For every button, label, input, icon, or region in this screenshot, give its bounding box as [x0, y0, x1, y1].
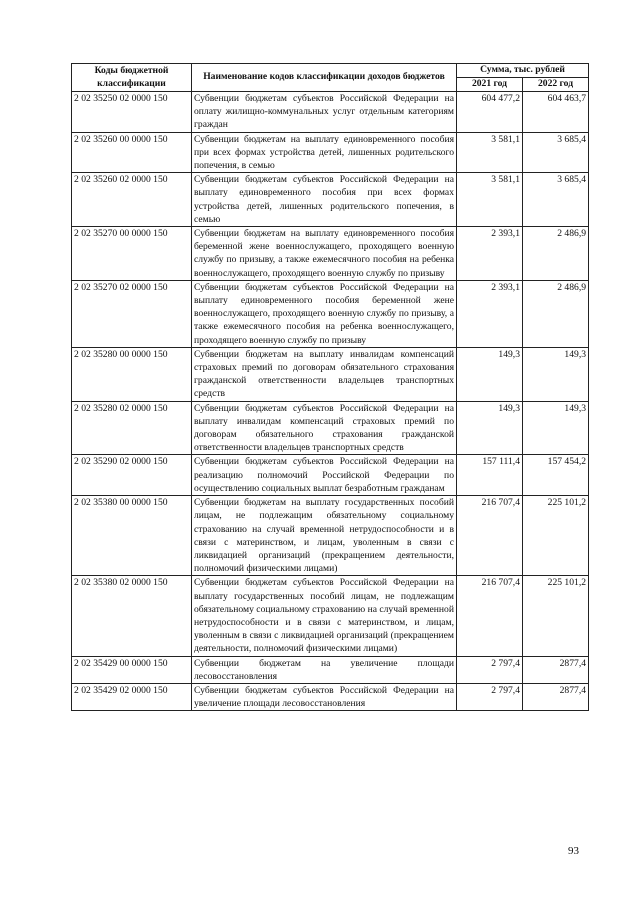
name-cell: Субвенции бюджетам на выплату инвалидам компенсаций страховых премий по договорам обязательного страхования гражданской ответственности владельцев транспортных средств: [192, 347, 457, 401]
page-number: 93: [568, 845, 579, 857]
code-cell: 2 02 35250 02 0000 150: [72, 92, 192, 133]
amount-2022-cell: 2877,4: [523, 683, 589, 710]
table-row: [72, 173, 589, 227]
header-name: Наименование кодов классификации доходов бюджетов: [192, 64, 457, 92]
amount-2022-cell: 3 685,4: [523, 132, 589, 173]
amount-2021-cell: 2 393,1: [457, 227, 523, 281]
name-cell: Субвенции бюджетам субъектов Российской Федерации на увеличение площади лесовосстановления: [192, 683, 457, 710]
name-cell: Субвенции бюджетам субъектов Российской Федерации на реализацию полномочий Российской Федерации по осуществлению социальных выплат безработным гражданам: [192, 455, 457, 496]
amount-2022-cell: 2 486,9: [523, 280, 589, 347]
amount-2021-cell: 2 797,4: [457, 656, 523, 683]
amount-2021-cell: 2 393,1: [457, 280, 523, 347]
code-cell: 2 02 35380 02 0000 150: [72, 576, 192, 656]
amount-2021-cell: 216 707,4: [457, 496, 523, 576]
code-cell: 2 02 35260 02 0000 150: [72, 173, 192, 227]
table-row: [72, 496, 589, 576]
header-year-2021: 2021 год: [457, 78, 523, 92]
amount-2022-cell: 225 101,2: [523, 496, 589, 576]
table-row: [72, 401, 589, 455]
table-row: [72, 92, 589, 133]
amount-2021-cell: 604 477,2: [457, 92, 523, 133]
table-body: [72, 92, 589, 711]
name-cell: Субвенции бюджетам на выплату единовременного пособия при всех формах устройства детей, лишенных родительского попечения, в семью: [192, 132, 457, 173]
code-cell: 2 02 35280 00 0000 150: [72, 347, 192, 401]
table-row: [72, 455, 589, 496]
name-cell: Субвенции бюджетам субъектов Российской Федерации на выплату единовременного пособия беременной жене военнослужащего, проходящего военную службу по призыву, а также ежемесячного пособия на ребенка военнослужащего, проходящего военную службу по призыву: [192, 280, 457, 347]
table-row: [72, 132, 589, 173]
amount-2022-cell: 225 101,2: [523, 576, 589, 656]
amount-2021-cell: 3 581,1: [457, 173, 523, 227]
name-cell: Субвенции бюджетам субъектов Российской Федерации на выплату инвалидам компенсаций страховых премий по договорам обязательного страхования гражданской ответственности владельцев транспортных средств: [192, 401, 457, 455]
name-cell: Субвенции бюджетам на выплату единовременного пособия беременной жене военнослужащего, проходящего военную службу по призыву, а также ежемесячного пособия на ребенка военнослужащего, проходящего военную службу по призыву: [192, 227, 457, 281]
code-cell: 2 02 35290 02 0000 150: [72, 455, 192, 496]
header-codes: Коды бюджетной классификации: [72, 64, 192, 92]
header-sum: Сумма, тыс. рублей: [457, 64, 589, 78]
amount-2022-cell: 3 685,4: [523, 173, 589, 227]
amount-2022-cell: 149,3: [523, 401, 589, 455]
amount-2021-cell: 3 581,1: [457, 132, 523, 173]
table-row: [72, 656, 589, 683]
code-cell: 2 02 35270 00 0000 150: [72, 227, 192, 281]
code-cell: 2 02 35260 00 0000 150: [72, 132, 192, 173]
code-cell: 2 02 35280 02 0000 150: [72, 401, 192, 455]
table-row: [72, 280, 589, 347]
table-row: [72, 227, 589, 281]
budget-table: [71, 63, 589, 711]
amount-2021-cell: 149,3: [457, 401, 523, 455]
name-cell: Субвенции бюджетам субъектов Российской Федерации на оплату жилищно-коммунальных услуг отдельным категориям граждан: [192, 92, 457, 133]
table-header: [72, 64, 589, 92]
amount-2022-cell: 157 454,2: [523, 455, 589, 496]
code-cell: 2 02 35429 00 0000 150: [72, 656, 192, 683]
table-row: [72, 576, 589, 656]
name-cell: Субвенции бюджетам субъектов Российской Федерации на выплату единовременного пособия при всех формах устройства детей, лишенных родительского попечения, в семью: [192, 173, 457, 227]
amount-2021-cell: 157 111,4: [457, 455, 523, 496]
table-row: [72, 347, 589, 401]
name-cell: Субвенции бюджетам на выплату государственных пособий лицам, не подлежащим обязательному социальному страхованию на случай временной нетрудоспособности и в связи с материнством, и лицам, уволенным в связи с ликвидацией организаций (прекращением деятельности, полномочий физическими лицами): [192, 496, 457, 576]
name-cell: Субвенции бюджетам субъектов Российской Федерации на выплату государственных пособий лицам, не подлежащим обязательному социальному страхованию на случай временной нетрудоспособности и в связи с материнством, и лицам, уволенным в связи с ликвидацией организаций (прекращением деятельности, полномочий физическими лицами): [192, 576, 457, 656]
amount-2022-cell: 2 486,9: [523, 227, 589, 281]
header-year-2022: 2022 год: [523, 78, 589, 92]
amount-2021-cell: 216 707,4: [457, 576, 523, 656]
code-cell: 2 02 35270 02 0000 150: [72, 280, 192, 347]
amount-2022-cell: 604 463,7: [523, 92, 589, 133]
amount-2022-cell: 149,3: [523, 347, 589, 401]
code-cell: 2 02 35429 02 0000 150: [72, 683, 192, 710]
amount-2021-cell: 2 797,4: [457, 683, 523, 710]
table-row: [72, 683, 589, 710]
name-cell: Субвенции бюджетам на увеличение площади лесовосстановления: [192, 656, 457, 683]
amount-2021-cell: 149,3: [457, 347, 523, 401]
code-cell: 2 02 35380 00 0000 150: [72, 496, 192, 576]
amount-2022-cell: 2877,4: [523, 656, 589, 683]
